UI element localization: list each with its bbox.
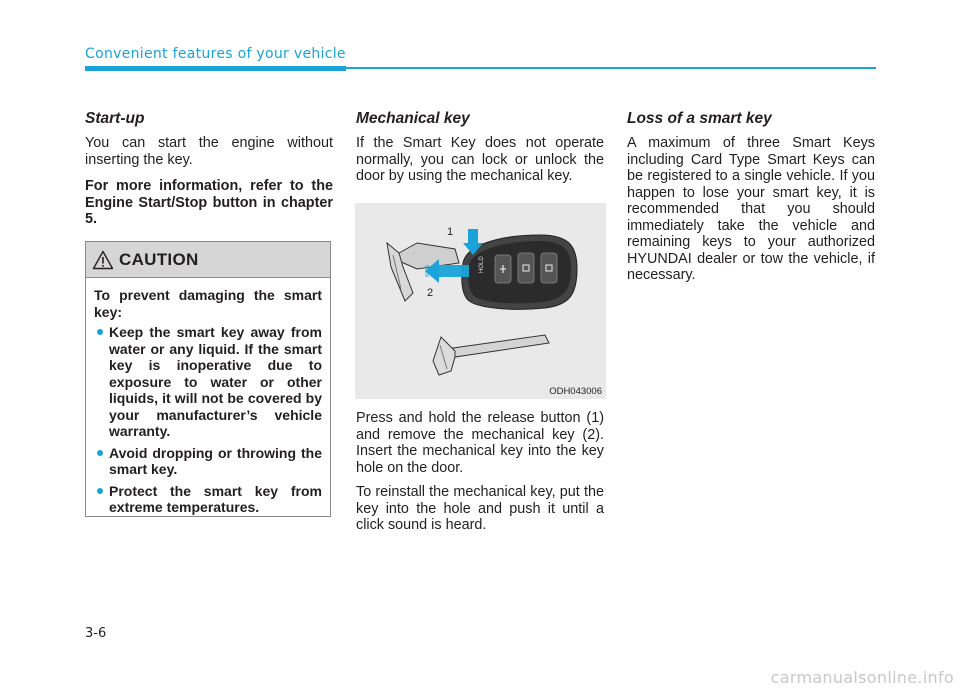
callout-2: 2 (427, 287, 434, 299)
caution-header (86, 242, 330, 278)
figure-code: ODH043006 (549, 386, 602, 397)
hold-button-label: HOLD (479, 256, 485, 273)
caution-body (86, 278, 330, 516)
caution-intro: To prevent damaging the smart key: (94, 287, 322, 320)
caution-title: CAUTION (119, 249, 199, 269)
warning-triangle-icon (92, 250, 114, 270)
loss-heading: Loss of a smart key (627, 110, 772, 127)
smart-key-illustration (355, 203, 606, 399)
caution-item: Protect the smart key from extreme temperatures. (94, 483, 322, 516)
caution-item: Avoid dropping or throwing the smart key. (94, 445, 322, 478)
watermark: carmanualsonline.info (770, 668, 954, 687)
caution-item: Keep the smart key away from water or any liquid. If the smart key is inoperative due to exposure to water or other liquids, it will not be covered by your manufacturer’s vehicle warranty. (94, 324, 322, 440)
mechanical-key-body: If the Smart Key does not operate normally, you can lock or unlock the door by using the mechanical key. (356, 135, 604, 184)
smart-key-figure (355, 203, 606, 399)
section-title: Convenient features of your vehicle (85, 46, 346, 62)
mechanical-key-step-2: To reinstall the mechanical key, put the key into the hole and push it until a click sound is heard. (356, 484, 604, 533)
mechanical-key-heading: Mechanical key (356, 110, 470, 127)
caution-box (85, 241, 331, 517)
column-mechanical-key (356, 110, 604, 193)
loss-body: A maximum of three Smart Keys including Card Type Smart Keys can be registered to a single vehicle. If you happen to lose your smart key, it is recommended that you should immediately take the vehicle and remaining keys to your authorized HYUNDAI dealer or tow the vehicle, if necessary. (627, 135, 875, 283)
header-bar-thick (85, 66, 346, 71)
page-number: 3-6 (85, 626, 107, 641)
start-up-heading: Start-up (85, 110, 145, 127)
start-up-note: For more information, refer to the Engine Start/Stop button in chapter 5. (85, 178, 333, 227)
header-bar-thin (346, 67, 876, 69)
mechanical-key-step-1: Press and hold the release button (1) and remove the mechanical key (2). Insert the mechanical key into the key hole on the door. (356, 410, 604, 476)
column-start-up (85, 110, 333, 236)
column-loss (627, 110, 875, 292)
start-up-body: You can start the engine without inserting the key. (85, 135, 333, 168)
mechanical-key-steps (356, 410, 604, 542)
callout-1: 1 (447, 226, 454, 238)
caution-list (94, 324, 322, 516)
